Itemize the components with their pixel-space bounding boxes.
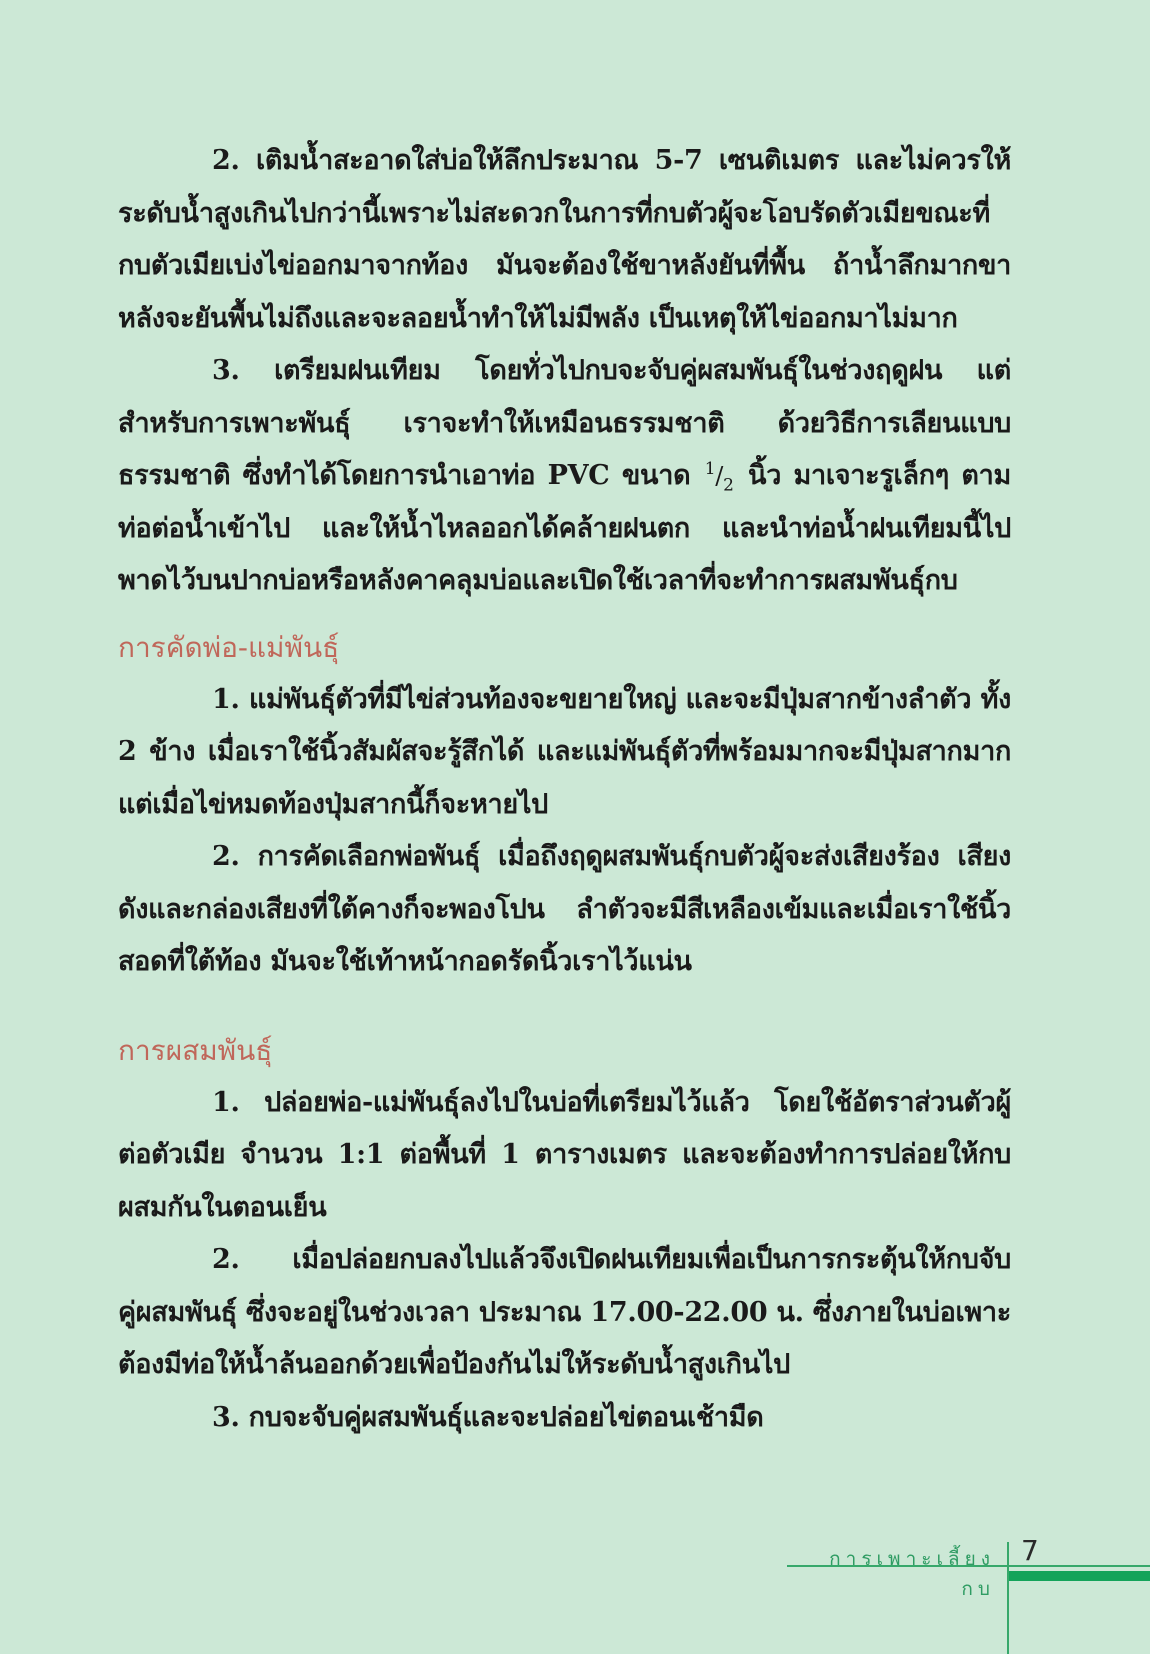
fraction-half xyxy=(705,450,734,503)
fraction-numerator: 1 xyxy=(704,459,716,479)
paragraph-egg-laying: 3. กบจะจับคู่ผสมพันธุ์และจะปล่อยไข่ตอนเช้ามืด xyxy=(212,1401,764,1433)
paragraph-female-selection: 1. แม่พันธุ์ตัวที่มีไข่ส่วนท้องจะขยายใหญ่ และจะมีปุ่มสากข้างลำตัว ทั้ง 2 ข้าง เมื่อเราใช้นิ้วสัมผัสจะรู้สึกได้ และแม่พันธุ์ตัวที่พร้อมมากจะมีปุ่มสากมากแต่เมื่อไข่หมดท้องปุ่มสากนี้ก็จะหายไป xyxy=(118,683,1011,820)
fraction-denominator: 2 xyxy=(723,475,734,496)
paragraph-fill-water: 2. เติมน้ำสะอาดใส่บ่อให้ลึกประมาณ 5-7 เซนติเมตร และไม่ควรให้ระดับน้ำสูงเกินไปกว่านี้เพราะไม่สะดวกในการที่กบตัวผู้จะโอบรัดตัวเมียขณะที่กบตัวเมียเบ่งไข่ออกมาจากท้อง มันจะต้องใช้ขาหลังยันที่พื้น ถ้าน้ำลึกมากขาหลังจะยันพื้นไม่ถึงและจะลอยน้ำทำให้ไม่มีพลัง เป็นเหตุให้ไข่ออกมาไม่มาก xyxy=(118,145,1011,334)
section-heading-breeding: การผสมพันธุ์ xyxy=(118,1033,273,1067)
paragraph-male-selection: 2. การคัดเลือกพ่อพันธุ์ เมื่อถึงฤดูผสมพันธุ์กบตัวผู้จะส่งเสียงร้อง เสียงดังและกล่องเสียงที่ใต้คางก็จะพองโปน ลำตัวจะมีสีเหลืองเข้มและเมื่อเราใช้นิ้วสอดที่ใต้ท้อง มันจะใช้เท้าหน้ากอดรัดนิ้วเราไว้แน่น xyxy=(118,841,1011,977)
page-body xyxy=(118,135,1011,1444)
paragraph-artificial-rain-part1: 3. เตรียมฝนเทียม โดยทั่วไปกบจะจับคู่ผสมพันธุ์ในช่วงฤดูฝน แต่สำหรับการเพาะพันธุ์ เราจะทำให้เหมือนธรรมชาติ ด้วยวิธีการเลียนแบบธรรมชาติ ซึ่งทำได้โดยการนำเอาท่อ PVC ขนาด xyxy=(118,355,1011,491)
paragraph-artificial-rain-part2: นิ้ว มาเจาะรูเล็กๆ ตามท่อต่อน้ำเข้าไป และให้น้ำไหลออกได้คล้ายฝนตก และนำท่อน้ำฝนเทียมนี้ไปพาดไว้บนปากบ่อหรือหลังคาคลุมบ่อและเปิดใช้เวลาที่จะทำการผสมพันธุ์กบ xyxy=(118,460,1012,596)
footer-accent-bar xyxy=(1009,1571,1150,1581)
running-title: การเพาะเลี้ยงกบ xyxy=(829,1548,995,1600)
paragraph-stimulate-mating: 2. เมื่อปล่อยกบลงไปแล้วจึงเปิดฝนเทียมเพื่อเป็นการกระตุ้นให้กบจับคู่ผสมพันธุ์ ซึ่งจะอยู่ในช่วงเวลา ประมาณ 17.00-22.00 น. ซึ่งภายในบ่อเพาะต้องมีท่อให้น้ำล้นออกด้วยเพื่อป้องกันไม่ให้ระดับน้ำสูงเกินไป xyxy=(118,1244,1011,1380)
paragraph-release-broodstock: 1. ปล่อยพ่อ-แม่พันธุ์ลงไปในบ่อที่เตรียมไว้แล้ว โดยใช้อัตราส่วนตัวผู้ต่อตัวเมีย จำนวน 1:1 ต่อพื้นที่ 1 ตารางเมตร และจะต้องทำการปล่อยให้กบผสมกันในตอนเย็น xyxy=(118,1086,1011,1223)
fraction-slash: / xyxy=(715,462,724,490)
paragraph-artificial-rain xyxy=(118,345,1011,608)
footer-divider xyxy=(1007,1542,1009,1654)
section-heading-broodstock-selection: การคัดพ่อ-แม่พันธุ์ xyxy=(118,630,340,664)
page-number: 7 xyxy=(1021,1534,1039,1567)
